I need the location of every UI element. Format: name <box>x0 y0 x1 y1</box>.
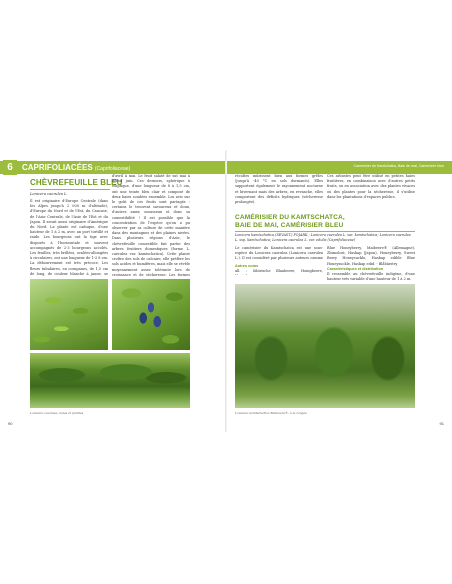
running-head: Camerisier du Kamtchatka, Baie de mai, Camerisier bleu <box>353 164 444 168</box>
left-photo-caption: Lonicera caerulea, baies et feuilles <box>30 411 84 415</box>
right-body-col2: Blue Honeyberry, Maibeere® (Allemagne), Zhimolost, Haskap (Japon), Honeyberry, Sweet Berry Honeysuckle, Haskap edible Blue Honeysuckle, Haskap edid. - Blåbärstry <box>327 246 415 266</box>
right-body-col1: Le camérisier du Kamtschatca est une sous-espèce du Lonicera caerulea (Lonicera caerulea L.). Il est considéré par plusieurs auteurs comme <box>235 246 323 261</box>
cultivars-text: Il ressemble au chèvrefeuille indigène, d'une hauteur très variable d'une hauteur de 1 à 2 m. <box>327 272 415 282</box>
left-section-title: CHÈVREFEUILLE BLEU <box>30 178 123 187</box>
left-latin-name: Lonicera caerulea L. <box>30 192 68 196</box>
right-body-col1-top: récoltes mûrissent bien aux formes grêles (jusqu'à -40 °C en sols dormants). Elles supportent également le rayonnement nocturne et hivernant mais des arbres, en revanche, elles comportent des déficits hydriques (sécheresse prolongée). <box>235 174 323 205</box>
hedge-photo <box>30 353 190 408</box>
left-body-col1: Il est originaire d'Europe Centrale (dans les Alpes jusqu'à 2 000 m d'altitude), d'Europe du Nord et de l'Est, du Caucase, de l'Asie Centrale, de l'Asie de l'Est et du Japon. Il serait aussi originaire d'Amérique du Nord. La plante est caduque, d'une hauteur de 1 à 2 m, avec un port tortillé et raide. Les bourgeons ont la tige avec disposés à l'horizontale et souvent accompagnés de 2-3 bourgeons accolés. Les feuilles, très brillées, ovalées-allongées à circulaires, ont une longueur de 1-3 8 cm. La débourrement est très précoce. Les fleurs tubulaires, en cornpanes, de 1,5 cm de long, de couleur blanche à jaune, se <box>30 199 108 276</box>
right-section-title-1: CAMÉRISIER DU KAMTSCHATCA, <box>235 214 345 221</box>
other-names-text: all. : Sibirische Blaubeere, Honigbeere, <box>235 269 323 273</box>
chapter-number: 6 <box>3 160 17 175</box>
left-page <box>0 150 225 432</box>
right-folio: 91 <box>439 421 444 426</box>
chapter-subtitle: (Caprifoliaceae) <box>94 166 131 172</box>
field-photo <box>235 284 415 408</box>
other-names-label: Autres noms <box>235 264 259 268</box>
right-photo-caption: Lonicera kamtschatica Maibeere®, à la rangée <box>235 411 307 415</box>
cultivars-label: Caractéristiques et distribution <box>327 267 384 271</box>
book-spread <box>0 150 452 432</box>
left-body-col2: d'avril à mai. Le fruit salaté de sut mai à début juin. Ces derniers, sphérique à elliptique, d'une longueur de 8 à 1,5 cm, ont une teinte bleu clair et composé de deux baies soudées ensemble. Les avis sur le goût de ces fruits sont partagés : certains le trouvent savoureux et doux, d'autres amer, mousseux et donc sa comestibilité ! Il est possible que la concentration de l'espèce qu'on a pu observer par sa culture de cette manière dans des montagnes et des plaines nivées. Dans plusieurs régions d'Asie, le chèvrefeuille comestible fait partie des arbres fruitiers domestiques (forme L. caerulea var. kamtschatica). Cette plante croître des sols de calcaire, elle préfère les sols acides et humifères, mais elle se révèle moyennement assez tolérante lors de croissance et de sécheresse. Les formes <box>112 174 190 276</box>
right-body-col2-top: Ces arbustes peut être utilisé en petites haies fruitières, en combinaison avec d'autres petits fruits, ou en association avec des plantes vivaces ou des plantes pour la sécheresse, il s'utilise dans les plantations d'espaces publics. <box>327 174 415 199</box>
right-title-rule <box>235 231 415 232</box>
berries-photo <box>112 279 190 350</box>
left-title-rule <box>30 189 110 190</box>
leaves-photo <box>30 279 108 350</box>
left-folio: 90 <box>8 421 13 426</box>
chapter-title-text: CAPRIFOLIACÉES <box>22 163 93 172</box>
right-page <box>227 150 452 432</box>
right-synonyms: Lonicera kamtschatica (SEVAST.) POJARK.; Lonicera caerulea L. var. kamtschatica; Lonicera caerulea L. ssp. kamtschatica; Lonicera caerulea L. var. edulis (Caprifoliaceae) <box>235 233 411 242</box>
right-section-title-2: BAIE DE MAI, CAMÉRISIER BLEU <box>235 222 344 229</box>
